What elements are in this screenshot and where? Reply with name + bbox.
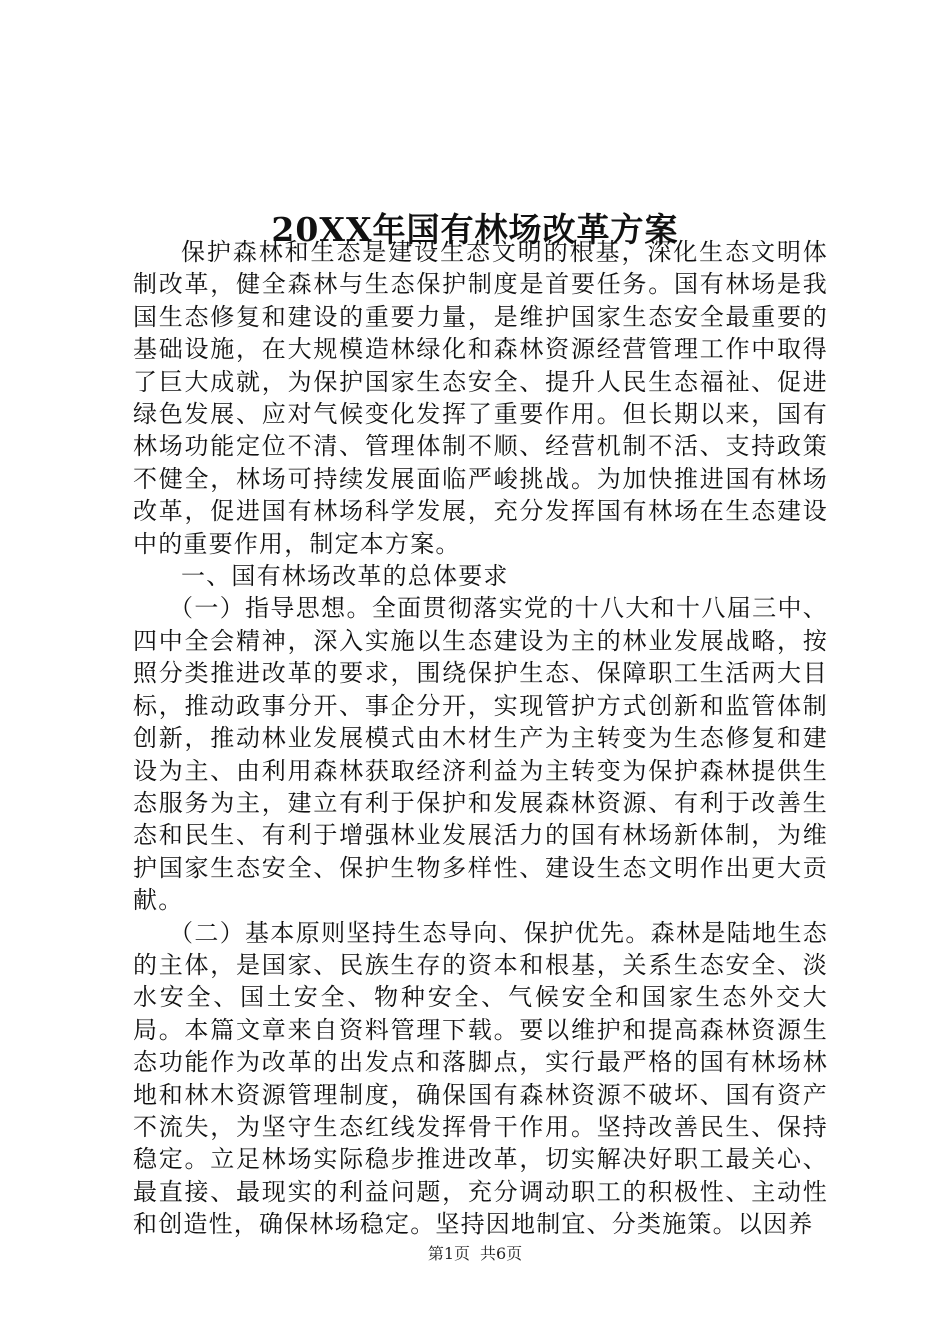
document-body — [133, 236, 828, 1241]
page-total: 共6页 — [480, 1244, 523, 1263]
basic-principles-paragraph: （二）基本原则坚持生态导向、保护优先。森林是陆地生态的主体，是国家、民族生存的资本和根基，关系生态安全、淡水安全、国土安全、物种安全、气候安全和国家生态外交大局。本篇文章来自资料管理下载。要以维护和提高森林资源生态功能作为改革的出发点和落脚点，实行最严格的国有林场林地和林木资源管理制度，确保国有森林资源不破坏、国有资产不流失，为坚守生态红线发挥骨干作用。坚持改善民生、保持稳定。立足林场实际稳步推进改革，切实解决好职工最关心、最直接、最现实的利益问题，充分调动职工的积极性、主动性和创造性，确保林场稳定。坚持因地制宜、分类施策。以因养 — [133, 918, 828, 1239]
section-heading: 一、国有林场改革的总体要求 — [181, 562, 509, 591]
page-number: 第1页 — [427, 1244, 470, 1263]
page-footer — [0, 1243, 950, 1265]
guiding-ideology-paragraph: （一）指导思想。全面贯彻落实党的十八大和十八届三中、四中全会精神，深入实施以生态建设为主的林业发展战略，按照分类推进改革的要求，围绕保护生态、保障职工生活两大目标，推动政事分开、事企分开，实现管护方式创新和监管体制创新，推动林业发展模式由木材生产为主转变为生态修复和建设为主、由利用森林获取经济利益为主转变为保护森林提供生态服务为主，建立有利于保护和发展森林资源、有利于改善生态和民生、有利于增强林业发展活力的国有林场新体制，为维护国家生态安全、保护生物多样性、建设生态文明作出更大贡献。 — [133, 594, 828, 915]
intro-paragraph: 保护森林和生态是建设生态文明的根基，深化生态文明体制改革，健全森林与生态保护制度是首要任务。国有林场是我国生态修复和建设的重要力量，是维护国家生态安全最重要的基础设施，在大规模造林绿化和森林资源经营管理工作中取得了巨大成就，为保护国家生态安全、提升人民生态福祉、促进绿色发展、应对气候变化发挥了重要作用。但长期以来，国有林场功能定位不清、管理体制不顺、经营机制不活、支持政策不健全，林场可持续发展面临严峻挑战。为加快推进国有林场改革，促进国有林场科学发展，充分发挥国有林场在生态建设中的重要作用，制定本方案。 — [133, 238, 828, 558]
document-title: 20XX年国有林场改革方案 — [271, 210, 679, 250]
